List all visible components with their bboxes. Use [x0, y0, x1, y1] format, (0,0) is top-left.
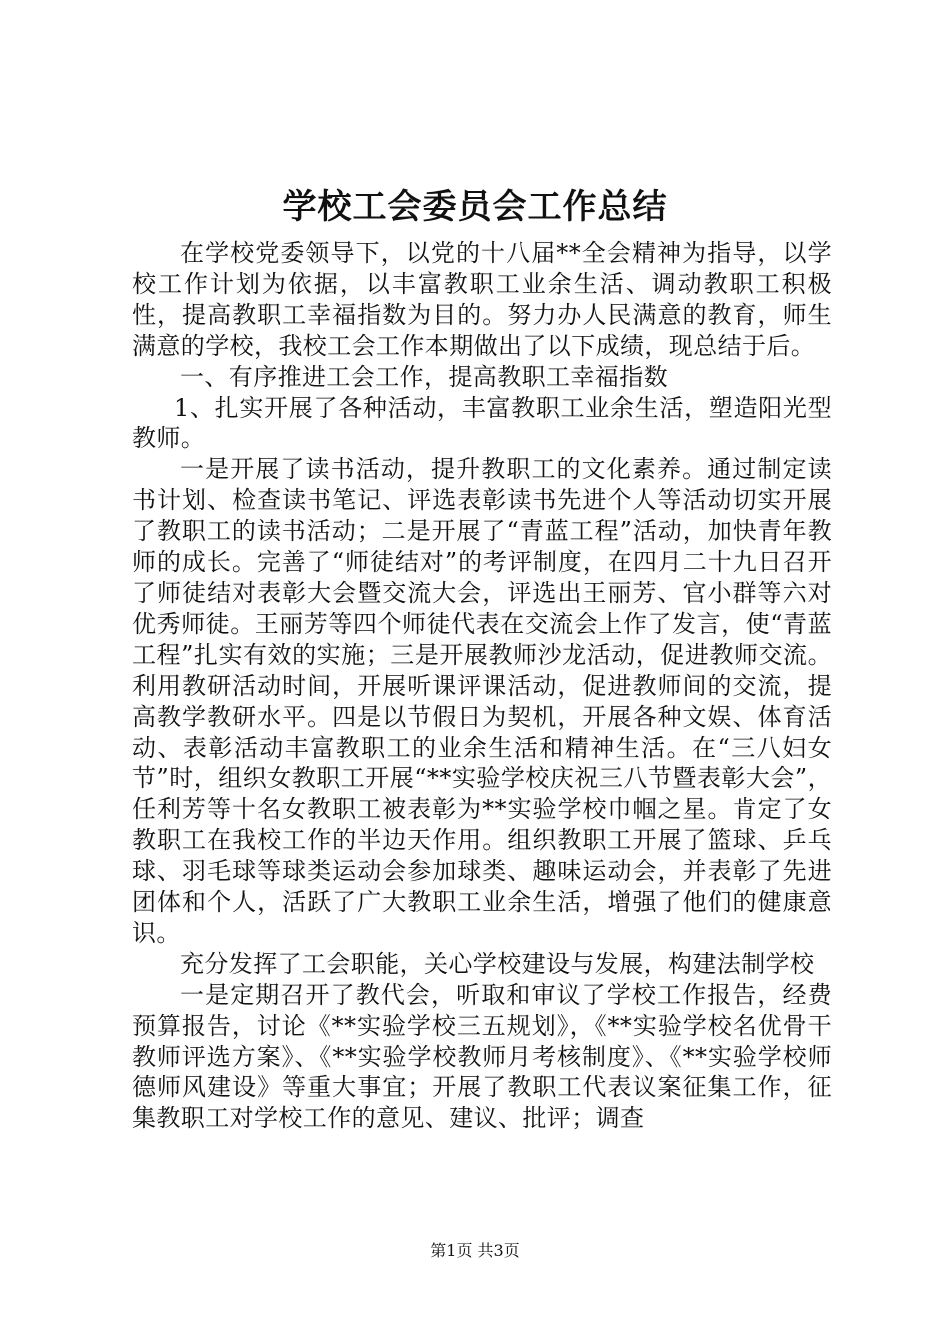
document-body — [132, 238, 832, 1134]
heading-subsection-1: 1、扎实开展了各种活动，丰富教职工业余生活，塑造阳光型教师。 — [132, 393, 832, 453]
heading-section-1: 一、有序推进工会工作，提高教职工幸福指数 — [180, 362, 668, 391]
paragraph-congress: 一是定期召开了教代会，听取和审议了学校工作报告，经费预算报告，讨论《**实验学校三五规划》，《**实验学校名优骨干教师评选方案》、《**实验学校教师月考核制度》、《**实验学校师德师风建设》等重大事宜；开展了教职工代表议案征集工作，征集教职工对学校工作的意见、建议、批评；调查 — [132, 980, 832, 1133]
page-footer: 第1页 共3页 — [430, 1241, 520, 1260]
document-title: 学校工会委员会工作总结 — [282, 187, 668, 227]
heading-subsection-2: 充分发挥了工会职能，关心学校建设与发展，构建法制学校 — [180, 949, 815, 978]
paragraph-activities: 一是开展了读书活动，提升教职工的文化素养。通过制定读书计划、检查读书笔记、评选表彰读书先进个人等活动切实开展了教职工的读书活动；二是开展了“青蓝工程”活动，加快青年教师的成长。完善了“师徒结对”的考评制度，在四月二十九日召开了师徒结对表彰大会暨交流大会，评选出王丽芳、官小群等六对优秀师徒。王丽芳等四个师徒代表在交流会上作了发言，使“青蓝工程”扎实有效的实施；三是开展教师沙龙活动，促进教师交流。利用教研活动时间，开展听课评课活动，促进教师间的交流，提高教学教研水平。四是以节假日为契机，开展各种文娱、体育活动、表彰活动丰富教职工的业余生活和精神生活。在“三八妇女节”时，组织女教职工开展“**实验学校庆祝三八节暨表彰大会”，任利芳等十名女教职工被表彰为**实验学校巾帼之星。肯定了女教职工在我校工作的半边天作用。组织教职工开展了篮球、乒乓球、羽毛球等球类运动会参加球类、趣味运动会，并表彰了先进团体和个人，活跃了广大教职工业余生活，增强了他们的健康意识。 — [132, 455, 832, 947]
paragraph-intro: 在学校党委领导下，以党的十八届**全会精神为指导，以学校工作计划为依据，以丰富教职工业余生活、调动教职工积极性，提高教职工幸福指数为目的。努力办人民满意的教育，师生满意的学校，我校工会工作本期做出了以下成绩，现总结于后。 — [132, 239, 832, 360]
